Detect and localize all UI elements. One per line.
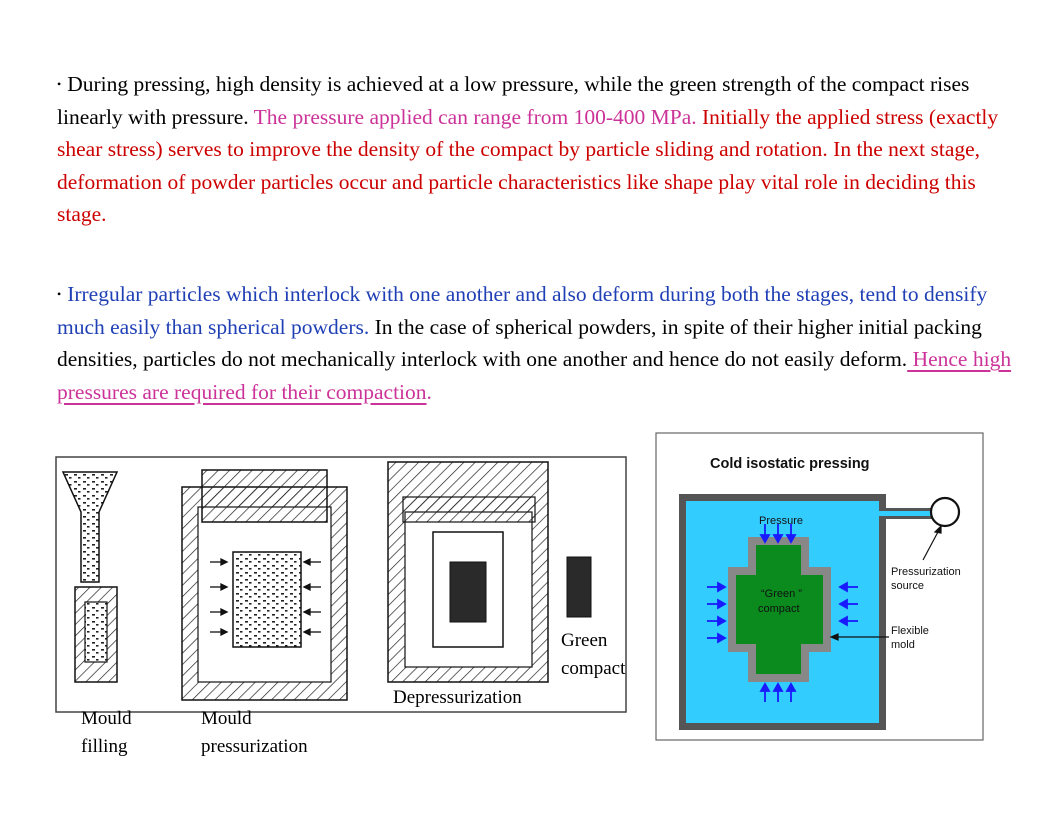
caption-line: Mould — [81, 708, 132, 729]
mold-label-1: Flexible — [891, 625, 929, 637]
p2-text-spherical: In the case of spherical powders, in spite of their higher initial packing densities, particles do not mechanically interlock with one another and hence do not easily deform. — [57, 314, 982, 371]
cip-title: Cold isostatic pressing — [710, 456, 870, 472]
stage-mould-pressurization — [182, 470, 347, 700]
caption-depressurization: Depressurization — [393, 687, 522, 708]
cold-isostatic-pressing-diagram — [655, 432, 984, 741]
mold-label-2: mold — [891, 639, 915, 651]
caption-line: filling — [81, 736, 128, 757]
pressurization-source-icon — [931, 498, 959, 526]
green-compact-block — [567, 557, 591, 617]
green-label-1: “Green ” — [761, 588, 802, 600]
caption-mould-pressurization — [201, 705, 308, 761]
p1-text-stress-stages: Initially the applied stress (exactly shear stress) serves to improve the density of the compact by particle sliding and rotation. In the next stage, deformation of powder particles occur and particle characteristics like shape play vital role in deciding this stage. — [57, 104, 999, 226]
paragraph-pressing-density — [57, 68, 1017, 231]
p1-text-black: During pressing, high density is achieved at a low pressure, while the green strength of the compact rises linearly with pressure. — [57, 72, 970, 129]
caption-line: pressurization — [201, 736, 308, 757]
compact-in-mould — [450, 562, 486, 622]
caption-line: compact — [561, 658, 626, 679]
die-compaction-diagram — [55, 452, 630, 714]
stage-mould-filling — [63, 472, 117, 682]
caption-line: Green — [561, 630, 608, 651]
p2-text-period: . — [426, 379, 432, 404]
paragraph-irregular-particles — [57, 278, 1017, 408]
bullet-icon: • — [57, 287, 62, 301]
caption-line: Mould — [201, 708, 252, 729]
p1-text-pressure-range: The pressure applied can range from 100-400 MPa. — [253, 104, 703, 129]
pressure-label: Pressure — [759, 515, 804, 527]
source-label-1: Pressurization — [891, 566, 961, 578]
caption-mould-filling — [81, 705, 132, 761]
p2-text-irregular: Irregular particles which interlock with one another and also deform during both the stages, tend to densify much easily than spherical powders. — [57, 282, 988, 339]
powder-hopper — [63, 472, 117, 582]
vessel-lid — [202, 470, 327, 522]
stage-depressurization — [388, 462, 548, 682]
caption-green-compact — [561, 627, 625, 683]
green-label-2: compact — [758, 603, 800, 615]
bullet-icon: • — [57, 77, 62, 91]
source-label-2: source — [891, 580, 925, 592]
mould-powder — [233, 552, 301, 647]
die-cavity-powder — [85, 602, 107, 662]
p2-text-high-pressure: Hence high pressures are required for their compaction — [57, 347, 1012, 404]
